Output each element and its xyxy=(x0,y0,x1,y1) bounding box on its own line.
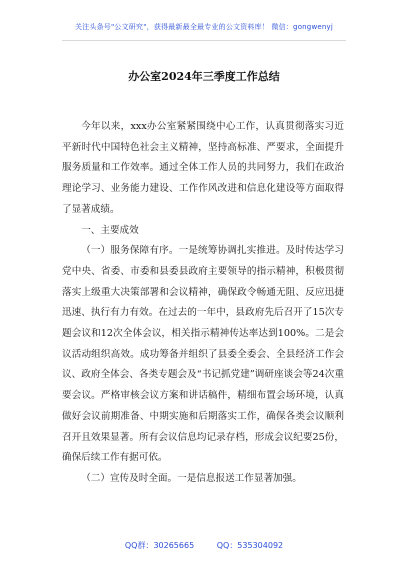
header-divider xyxy=(62,40,346,41)
item-1-paragraph: （一）服务保障有序。一是统筹协调扎实推进。及时传达学习党中央、省委、市委和县委县政府主要领导的指示精神，积极贯彻落实上级重大决策部署和会议精神，确保政令畅通无阻、反应迅捷迅速、执行有力有效。在过去的一年中，县政府先后召开了15次专题会议和12次全体会议，相关指示精神传达率达到100%。二是会议活动组织高效。成功筹备并组织了县委全委会、全县经济工作会议、政府全体会、各类专题会及“书记抓党建”调研座谈会等24次重要会议。严格审核会议方案和讲话稿件，精细布置会场环境，认真做好会议前期准备、中期实施和后期落实工作，确保各类会议顺利召开且效果显著。所有会议信息均记录存档，形成会议纪要25份，确保后续工作有据可依。 xyxy=(62,245,344,464)
footer-qq: QQ：535304092 xyxy=(216,541,284,550)
section-heading: 一、主要成效 xyxy=(81,224,139,236)
header-banner: 关注头条号"公文研究"，获得最新最全最专业的公文资料库！ 微信：gongwenyj xyxy=(74,23,334,31)
footer-qq-group: QQ群：30265665 xyxy=(124,541,195,550)
document-title: 办公室2024年三季度工作总结 xyxy=(128,70,280,83)
intro-paragraph: 今年以来，xxx办公室紧紧围绕中心工作，认真贯彻落实习近平新时代中国特色社会主义精神，坚持高标准、严要求，全面提升服务质量和工作效率。通过全体工作人员的共同努力，我们在政治理论学习、业务能力建设、工作作风改进和信息化建设等方面取得了显著成绩。 xyxy=(62,121,344,215)
footer-contact xyxy=(0,540,408,551)
item-2-paragraph: （二）宣传及时全面。一是信息报送工作显著加强。 xyxy=(81,472,302,484)
document-body xyxy=(62,117,344,490)
